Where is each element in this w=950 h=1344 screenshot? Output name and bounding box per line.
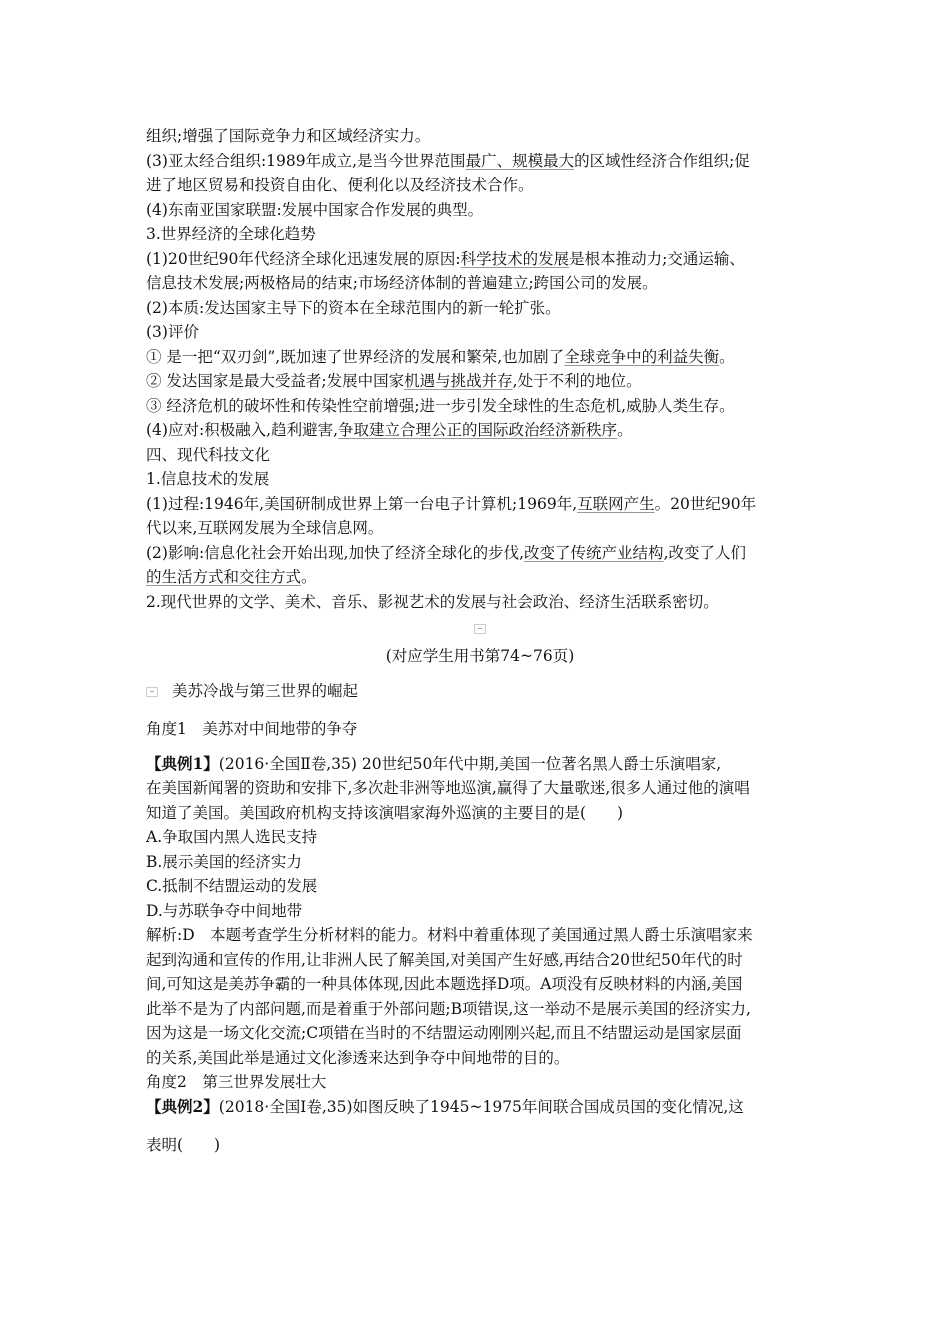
heading-1: 1.信息技术的发展 bbox=[146, 470, 270, 488]
text-line: 2.现代世界的文学、美术、音乐、影视艺术的发展与社会政治、经济生活联系密切。 bbox=[146, 592, 719, 611]
text-line: 的生活方式和交往方式。 bbox=[146, 568, 317, 586]
section-title: 美苏冷战与第三世界的崛起 bbox=[146, 679, 814, 704]
text-line: (4)东南亚国家联盟:发展中国家合作发展的典型。 bbox=[146, 200, 484, 219]
text-line: 在美国新闻署的资助和安排下,多次赴非洲等地巡演,赢得了大量歌迷,很多人通过他的演唱 bbox=[146, 779, 750, 797]
example-2-question: 【典例2】(2018·全国Ⅰ卷,35)如图反映了1945~1975年间联合国成员国的变化情况,这 bbox=[146, 1096, 744, 1116]
text-line: (4)应对:积极融入,趋利避害,争取建立合理公正的国际政治经济新秩序。 bbox=[146, 421, 633, 439]
option-a: A.争取国内黑人选民支持 bbox=[146, 828, 318, 846]
text-line: 信息技术发展;两极格局的结束;市场经济体制的普遍建立;跨国公司的发展。 bbox=[146, 274, 658, 292]
book-reference: (对应学生用书第74~76页) bbox=[385, 647, 575, 665]
text-line: 组织;增强了国际竞争力和区域经济实力。 bbox=[146, 127, 431, 145]
analysis-line: 此举不是为了内部问题,而是着重于外部问题;B项错误,这一举动不是展示美国的经济实力, bbox=[146, 999, 751, 1018]
heading-3: 3.世界经济的全球化趋势 bbox=[146, 225, 316, 243]
example-1-question: 【典例1】(2016·全国Ⅱ卷,35) 20世纪50年代中期,美国一位著名黑人爵士乐演唱家, bbox=[146, 753, 722, 773]
text-line: ③ 经济危机的破坏性和传染性空前增强;进一步引发全球性的生态危机,威胁人类生存。 bbox=[146, 396, 735, 415]
text-line: (2)影响:信息化社会开始出现,加快了经济全球化的步伐,改变了传统产业结构,改变了人们 bbox=[146, 543, 746, 562]
heading-4: 四、现代科技文化 bbox=[146, 445, 271, 464]
analysis-line: 因为这是一场文化交流;C项错在当时的不结盟运动刚刚兴起,而且不结盟运动是国家层面 bbox=[146, 1024, 742, 1042]
text-line: 代以来,互联网发展为全球信息网。 bbox=[146, 519, 384, 537]
text-line: ② 发达国家是最大受益者;发展中国家机遇与挑战并存,处于不利的地位。 bbox=[146, 372, 642, 390]
image-placeholder-icon bbox=[146, 687, 158, 697]
image-placeholder-icon bbox=[474, 624, 486, 634]
text-line: (1)过程:1946年,美国研制成世界上第一台电子计算机;1969年,互联网产生。20世纪90年 bbox=[146, 494, 757, 513]
option-c: C.抵制不结盟运动的发展 bbox=[146, 877, 318, 895]
analysis-line: 间,可知这是美苏争霸的一种具体体现,因此本题选择D项。A项没有反映材料的内涵,美国 bbox=[146, 975, 743, 993]
option-b: B.展示美国的经济实力 bbox=[146, 852, 302, 871]
text-line: 进了地区贸易和投资自由化、便利化以及经济技术合作。 bbox=[146, 176, 534, 194]
angle-1-heading: 角度1 美苏对中间地带的争夺 bbox=[146, 720, 358, 738]
text-line: 知道了美国。美国政府机构支持该演唱家海外巡演的主要目的是( ) bbox=[146, 803, 624, 822]
text-line: (1)20世纪90年代经济全球化迅速发展的原因:科学技术的发展是根本推动力;交通运输、 bbox=[146, 249, 745, 268]
analysis-line: 解析:D 本题考查学生分析材料的能力。材料中着重体现了美国通过黑人爵士乐演唱家来 bbox=[146, 926, 753, 944]
analysis-line: 的关系,美国此举是通过文化渗透来达到争夺中间地带的目的。 bbox=[146, 1048, 570, 1067]
text-line: 表明( ) bbox=[146, 1136, 221, 1154]
document-body bbox=[146, 124, 814, 1158]
analysis-line: 起到沟通和宣传的作用,让非洲人民了解美国,对美国产生好感,再结合20世纪50年代的时 bbox=[146, 950, 743, 969]
text-line: (3)评价 bbox=[146, 323, 199, 341]
text-line: (2)本质:发达国家主导下的资本在全球范围内的新一轮扩张。 bbox=[146, 298, 561, 317]
option-d: D.与苏联争夺中间地带 bbox=[146, 901, 303, 920]
text-line: (3)亚太经合组织:1989年成立,是当今世界范围最广、规模最大的区域性经济合作组织;促 bbox=[146, 151, 750, 170]
text-line: ① 是一把“双刃剑”,既加速了世界经济的发展和繁荣,也加剧了全球竞争中的利益失衡。 bbox=[146, 347, 735, 366]
angle-2-heading: 角度2 第三世界发展壮大 bbox=[146, 1073, 327, 1091]
